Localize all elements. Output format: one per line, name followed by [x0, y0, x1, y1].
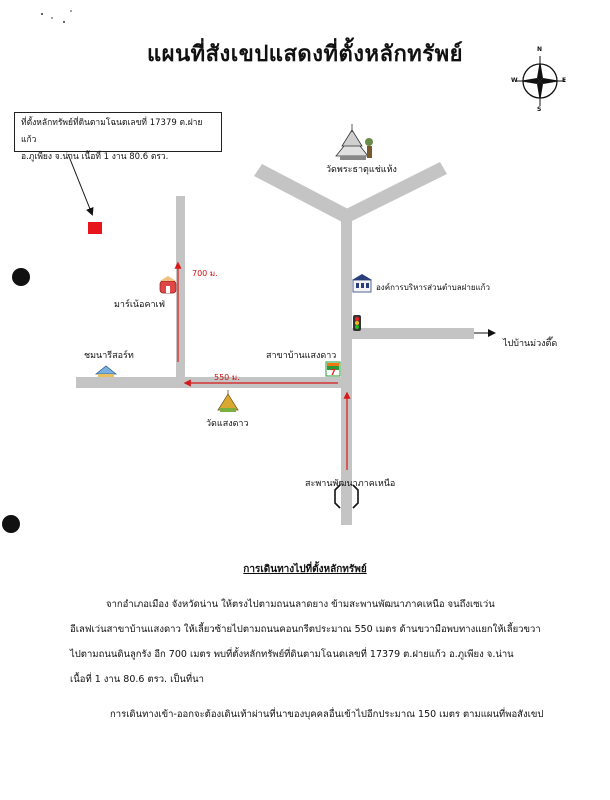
callout-line-2: อ.ภูเพียง จ.น่าน เนื้อที่ 1 งาน 80.6 ตรว. [21, 152, 169, 162]
seven-eleven-icon [326, 362, 340, 377]
label-temple-saengdao: วัดแสงดาว [206, 419, 249, 429]
traffic-light-icon [353, 315, 361, 331]
directions-note: การเดินทางเข้า-ออกจะต้องเดินเท้าผ่านที่นาของบุคคลอื่นเข้าไปอีกประมาณ 150 เมตร ตามแผนที่พอสังเขป [110, 709, 544, 720]
building-icon [352, 274, 372, 292]
directions-line: ไปตามถนนดินลูกรัง อีก 700 เมตร พบที่ตั้งหลักทรัพย์ที่ดินตามโฉนดเลขที่ 17379 ต.ฝายแก้ว อ.ภูเพียง จ.น่าน [70, 649, 514, 660]
punch-hole-top [12, 268, 30, 286]
compass-n: N [537, 46, 543, 53]
roads [76, 162, 474, 525]
directions-line: อีเลฟเว่นสาขาบ้านแสงดาว ให้เลี้ยวซ้ายไปตามถนนคอนกรีตประมาณ 550 เมตร ด้านขวามือพบทางแยกให้เลี้ยวขวา [70, 624, 541, 635]
temple-icon [336, 124, 373, 160]
compass-s: S [537, 106, 542, 113]
compass-e: E [562, 77, 567, 84]
page-title: แผนที่สังเขปแสดงที่ตั้งหลักทรัพย์ [147, 42, 463, 67]
label-tao: องค์การบริหารส่วนตำบลฝายแก้ว [376, 283, 491, 292]
property-callout [14, 112, 222, 162]
label-seven-eleven: สาขาบ้านแสงดาว [266, 351, 337, 361]
cafe-icon [160, 276, 176, 293]
svg-text:7: 7 [330, 368, 336, 377]
label-cafe: มาร์เน้อคาเฟ่ [114, 300, 165, 310]
scan-speckles [41, 10, 72, 23]
resort-icon [96, 366, 116, 377]
property-marker [88, 222, 102, 234]
compass-w: W [511, 77, 518, 84]
directions-line: จากอำเภอเมือง จังหวัดน่าน ให้ตรงไปตามถนนลาดยาง ข้ามสะพานพัฒนาภาคเหนือ จนถึงเซเว่น [106, 599, 495, 610]
label-bridge: สะพานพัฒนาภาคเหนือ [305, 479, 396, 489]
punch-hole-bottom [2, 515, 20, 533]
directions-paragraph-1 [70, 592, 580, 692]
road-east [352, 328, 474, 339]
directions-title: การเดินทางไปที่ตั้งหลักทรัพย์ [243, 564, 367, 575]
callout-line-1: ที่ตั้งหลักทรัพย์ที่ดินตามโฉนดเลขที่ 17379 ต.ฝายแก้ว [21, 118, 203, 145]
directions-line: เนื้อที่ 1 งาน 80.6 ตรว. เป็นที่นา [70, 674, 204, 685]
distance-north: 700 ม. [192, 269, 218, 278]
temple-saengdao-icon [218, 390, 238, 412]
directions-paragraph-2 [110, 702, 590, 727]
distance-west: 550 ม. [214, 373, 240, 382]
route [178, 264, 347, 470]
road-north-branch [176, 196, 185, 380]
label-temple-top: วัดพระธาตุแช่แห้ง [326, 165, 397, 175]
label-resort: ชมนารีสอร์ท [84, 351, 134, 361]
label-ban-muang: ไปบ้านม่วงตึ๊ด [503, 339, 558, 349]
